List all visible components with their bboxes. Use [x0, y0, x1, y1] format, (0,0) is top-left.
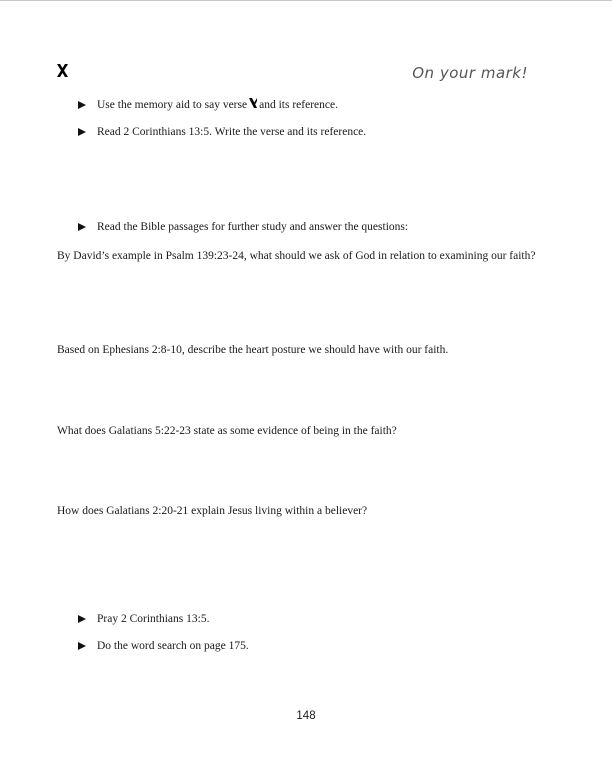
arrow-bullet-icon [78, 223, 86, 231]
bullet-memory-aid [78, 98, 338, 112]
x-mark-icon [56, 64, 69, 77]
bullet-read-passages [78, 220, 408, 234]
bullet-pray [78, 612, 209, 626]
question-ephesians: Based on Ephesians 2:8-10, describe the heart posture we should have with our faith. [57, 344, 449, 356]
question-galatians-2: How does Galatians 2:20-21 explain Jesus living within a believer? [57, 505, 368, 517]
arrow-bullet-icon [78, 615, 86, 623]
page-number: 148 [296, 710, 316, 722]
question-galatians-5: What does Galatians 5:22-23 state as some evidence of being in the faith? [57, 425, 397, 437]
bullet-text: Do the word search on page 175. [97, 640, 249, 652]
arrow-bullet-icon [78, 642, 86, 650]
header-tag: On your mark! [412, 64, 528, 82]
bullet-text: Pray 2 Corinthians 13:5. [97, 613, 210, 625]
bullet-read-verse [78, 125, 366, 139]
arrow-bullet-icon [78, 128, 86, 136]
bullet-text: Read 2 Corinthians 13:5. Write the verse and its reference. [97, 126, 367, 138]
bullet-text: Read the Bible passages for further study and answer the questions: [97, 221, 409, 233]
bullet-text-before: Use the memory aid to say verse [97, 99, 248, 111]
question-psalm: By David’s example in Psalm 139:23-24, what should we ask of God in relation to examining our faith? [57, 250, 536, 262]
arrow-bullet-icon [78, 101, 86, 109]
bullet-text-after: and its reference. [259, 99, 338, 111]
bullet-word-search [78, 639, 249, 653]
verse-mark-icon [249, 98, 257, 112]
top-divider [0, 0, 612, 1]
